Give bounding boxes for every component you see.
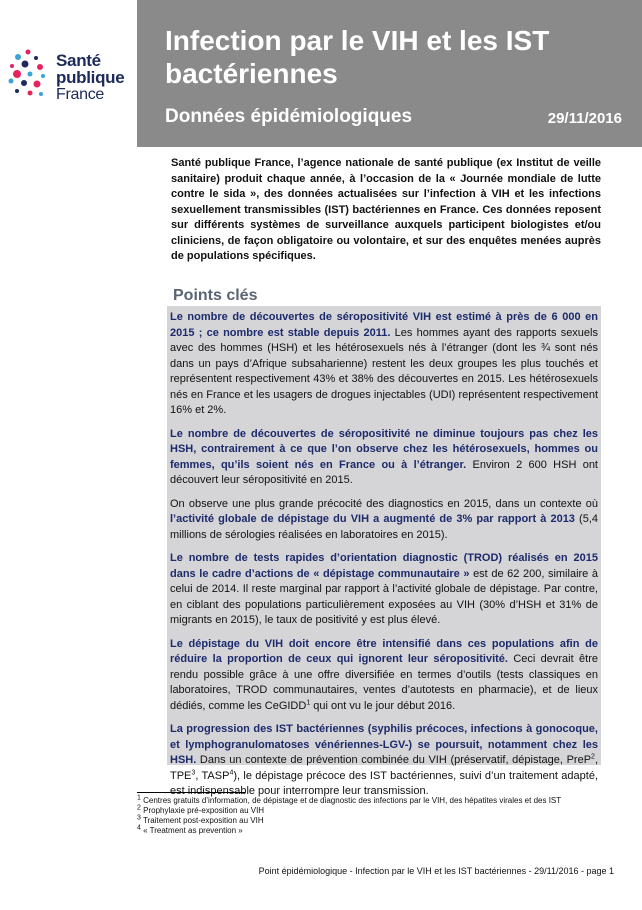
key-points-title: Points clés [173, 287, 258, 304]
footnote-ref-4: 4 [229, 768, 234, 776]
footnote-3-number: 3 [137, 814, 141, 822]
logo-line-2: publique [56, 68, 125, 87]
footnote-2-number: 2 [137, 804, 141, 812]
footnote-4-number: 4 [137, 824, 141, 832]
footnote-ref-3: 3 [191, 768, 196, 776]
key-point-1-bold: Le nombre de découvertes de séropositivité VIH est estimé à près de 6 000 en 2015 ; ce nombre est stable depuis 2011. [170, 311, 598, 339]
page-title: Infection par le VIH et les IST bactériennes [165, 25, 550, 89]
footnote-4 [137, 826, 561, 836]
footnote-1 [137, 796, 561, 806]
key-point-2 [170, 427, 598, 489]
key-point-1 [170, 310, 598, 419]
logo-line-1: Santé [56, 51, 101, 70]
key-point-3 [170, 497, 598, 544]
footnote-1-number: 1 [137, 794, 141, 802]
footnote-divider [137, 792, 245, 793]
key-point-3-text-1: On observe une plus grande précocité des diagnostics en 2015, dans un contexte où [170, 497, 598, 510]
page-subtitle: Données épidémiologiques [165, 106, 413, 127]
key-point-6-text-4: ), le dépistage précoce des IST bactériennes, suivi d’un traitement adapté, est indispensable pour interrompre leur transmission. [170, 769, 598, 797]
key-point-6-text-1: Dans un contexte de prévention combinée du VIH (préservatif, dépistage, PreP [196, 754, 592, 766]
footnote-2-text: Prophylaxie pré-exposition au VIH [140, 806, 265, 815]
footnote-4-text: « Treatment as prevention » [140, 826, 243, 835]
publication-date: 29/11/2016 [547, 110, 622, 127]
key-point-5-text-2: qui ont vu le jour début 2016. [310, 699, 456, 712]
key-point-5 [170, 637, 598, 715]
footnote-3-text: Traitement post-exposition au VIH [140, 816, 264, 825]
key-point-6-bold: La progression des IST bactériennes (syphilis précoces, infections à gonocoque, et lymphogranulomatoses vénériennes-LGV-) se poursuit, notamment chez les HSH. [170, 723, 598, 766]
key-points-box [167, 306, 601, 797]
logo-dots-icon [8, 48, 50, 100]
footnotes [137, 796, 561, 836]
key-point-3-bold: l’activité globale de dépistage du VIH a augmenté de 3% par rapport à 2013 [170, 513, 575, 525]
footnote-3 [137, 816, 561, 826]
logo-text [56, 52, 124, 103]
intro-paragraph: Santé publique France, l’agence nationale de santé publique (ex Institut de veille sanitaire) produit chaque année, à l’occasion de la « Journée mondiale de lutte contre le sida », des données actualisées sur l’infection à VIH et les infections sexuellement transmissibles (IST) bactériennes en France. Ces données reposent sur différents systèmes de surveillance auxquels participent biologistes et/ou cliniciens, de façon obligatoire ou volontaire, et sur des enquêtes menées auprès de populations spécifiques. [171, 157, 601, 262]
key-point-5-text-1: Ceci devrait être rendu possible grâce à une offre diversifiée en termes d’outils (tests classiques en laboratoires, TROD communautaires, ventes d’autotests en pharmacie), et de lieux dédiés, comme les CeGIDD [170, 653, 598, 712]
key-point-5-bold: Le dépistage du VIH doit encore être intensifié dans ces populations afin de réduire la proportion de ceux qui ignorent leur séropositivité. [170, 637, 598, 665]
key-point-2-text: Environ 2 600 HSH ont découvert leur séropositivité en 2015. [170, 458, 598, 486]
footnote-1-text: Centres gratuits d’information, de dépistage et de diagnostic des infections par le VIH, des hépatites virales et des IST [140, 796, 562, 805]
key-point-2-bold: Le nombre de découvertes de séropositivité ne diminue toujours pas chez les HSH, contrairement à ce que l’on observe chez les hétérosexuels, hommes ou femmes, qu’ils soient nés en France ou à l’étranger. [170, 427, 598, 471]
key-point-1-text: Les hommes ayant des rapports sexuels avec des hommes (HSH) et les hétérosexuels nés à l’étranger (dont les ¾ sont nés dans un pays d’Afrique subsaharienne) restent les deux groupes les plus touchés et représentent respectivement 43% et 38% des découvertes en 2015. Les hétérosexuels nés en France et les usagers de drogues injectables (UDI) représentent respectivement 16% et 2%. [170, 326, 598, 416]
key-point-6 [170, 722, 598, 800]
logo-line-3: France [56, 86, 104, 103]
footnote-ref-1: 1 [306, 698, 311, 706]
key-point-3-text-2: (5,4 millions de sérologies réalisées en laboratoires en 2015). [170, 513, 599, 541]
key-point-6-text-2: , TPE [170, 754, 598, 782]
title-banner [137, 0, 642, 147]
key-point-4-text: est de 62 200, similaire à celui de 2014. Il reste marginal par rapport à l’activité globale de dépistage. Par contre, en ciblant des populations particulièrement exposées au VIH (30% d’HSH et 31% de migrants en 2015), le taux de positivité y est plus élevé. [170, 567, 598, 626]
key-point-4 [170, 551, 598, 629]
sante-publique-france-logo [8, 42, 126, 112]
footnote-ref-2: 2 [591, 753, 595, 761]
key-point-4-bold: Le nombre de tests rapides d’orientation diagnostic (TROD) réalisés en 2015 dans le cadre d’actions de « dépistage communautaire » [170, 552, 598, 580]
page-footer: Point épidémiologique - Infection par le VIH et les IST bactériennes - 29/11/2016 - page 1 [258, 866, 614, 876]
footnote-2 [137, 806, 561, 816]
key-point-6-text-3: , TASP [195, 769, 230, 782]
